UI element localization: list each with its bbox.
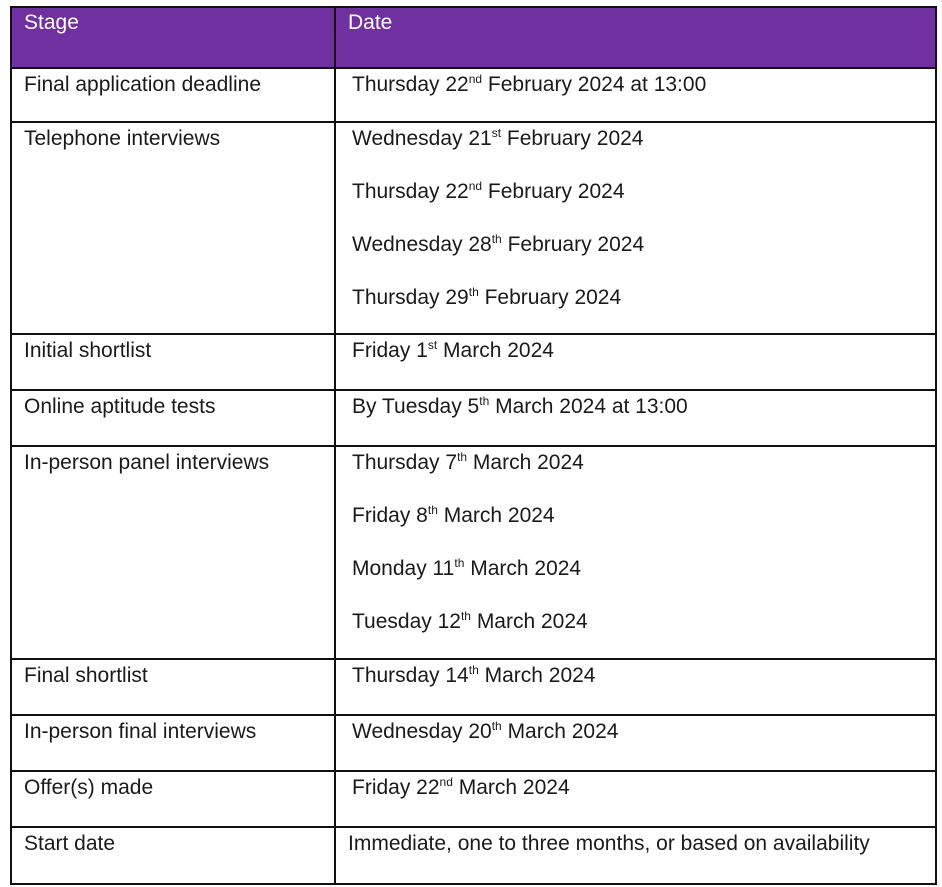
stage-cell: Final shortlist bbox=[11, 659, 335, 715]
stage-cell: In-person panel interviews bbox=[11, 446, 335, 659]
date-entry: Friday 8th March 2024 bbox=[352, 503, 555, 527]
date-entry: Monday 11th March 2024 bbox=[352, 556, 582, 580]
stage-cell: Telephone interviews bbox=[11, 122, 335, 334]
stage-cell: Offer(s) made bbox=[11, 771, 335, 827]
date-cell bbox=[335, 390, 936, 446]
stage-cell: In-person final interviews bbox=[11, 715, 335, 771]
date-entry: Friday 1st March 2024 bbox=[352, 338, 554, 362]
date-column-header: Date bbox=[335, 7, 936, 68]
stage-cell: Start date bbox=[11, 827, 335, 884]
table-row bbox=[11, 827, 936, 884]
date-entry: Tuesday 12th March 2024 bbox=[352, 609, 588, 633]
date-entry: Wednesday 20th March 2024 bbox=[352, 719, 619, 743]
timeline-table bbox=[10, 6, 937, 885]
date-entry: Thursday 14th March 2024 bbox=[352, 663, 596, 687]
date-entry: Thursday 7th March 2024 bbox=[352, 450, 584, 474]
date-cell bbox=[335, 715, 936, 771]
date-cell bbox=[335, 334, 936, 390]
date-entry: Wednesday 28th February 2024 bbox=[352, 232, 645, 256]
stage-column-header: Stage bbox=[11, 7, 335, 68]
date-cell bbox=[335, 659, 936, 715]
date-cell bbox=[335, 446, 936, 659]
date-entry: Thursday 22nd February 2024 bbox=[352, 179, 625, 203]
date-entry: Thursday 22nd February 2024 at 13:00 bbox=[352, 72, 707, 96]
date-cell bbox=[335, 68, 936, 122]
date-entry: Friday 22nd March 2024 bbox=[352, 775, 570, 799]
table-row bbox=[11, 122, 936, 334]
stage-cell: Initial shortlist bbox=[11, 334, 335, 390]
date-cell bbox=[335, 122, 936, 334]
recruitment-timeline bbox=[10, 6, 935, 885]
table-row bbox=[11, 715, 936, 771]
stage-cell: Final application deadline bbox=[11, 68, 335, 122]
table-header-row bbox=[11, 7, 936, 68]
table-row bbox=[11, 659, 936, 715]
date-entry: Immediate, one to three months, or based on availability bbox=[348, 832, 870, 855]
date-entry: Thursday 29th February 2024 bbox=[352, 285, 622, 309]
date-entry: By Tuesday 5th March 2024 at 13:00 bbox=[352, 394, 688, 418]
table-row bbox=[11, 446, 936, 659]
date-cell bbox=[335, 771, 936, 827]
date-cell bbox=[335, 827, 936, 884]
table-row bbox=[11, 68, 936, 122]
date-entry: Wednesday 21st February 2024 bbox=[352, 126, 644, 150]
table-row bbox=[11, 334, 936, 390]
stage-cell: Online aptitude tests bbox=[11, 390, 335, 446]
table-row bbox=[11, 390, 936, 446]
table-row bbox=[11, 771, 936, 827]
